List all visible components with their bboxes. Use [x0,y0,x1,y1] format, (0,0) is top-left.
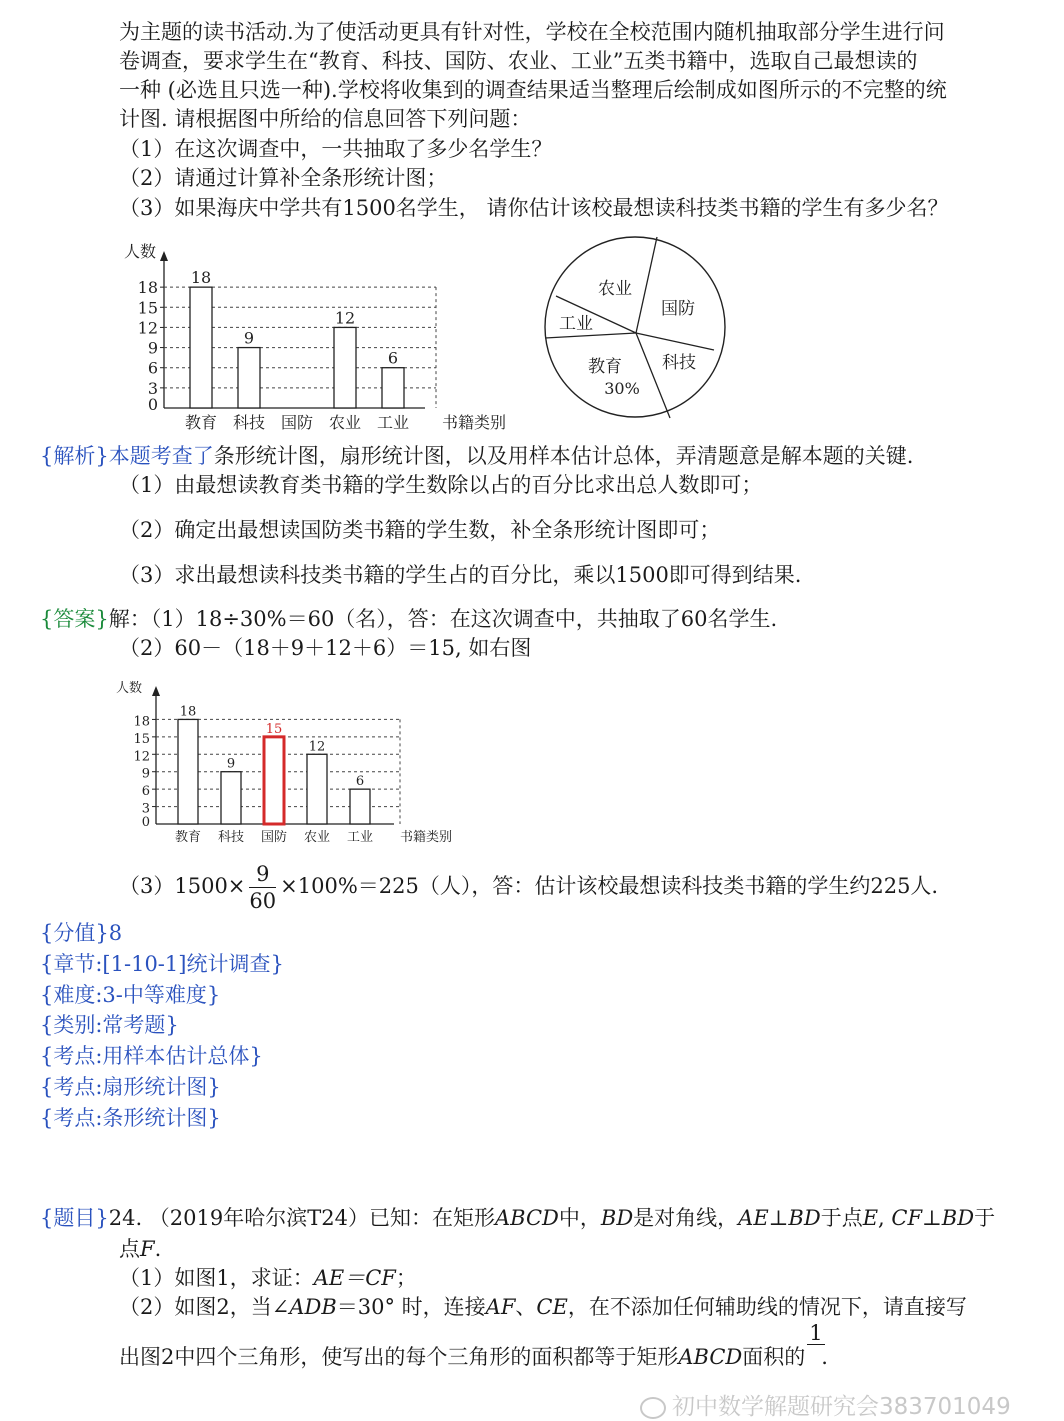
y-axis-label: 人数 [116,681,143,696]
intro-line-2: 卷调查，要求学生在“教育、科技、国防、农业、工业”五类书籍中，选取自己最想读的 [119,49,918,73]
y-tick-label: 15 [137,298,158,318]
pie-slice-label: 教育 [588,357,622,377]
bar [264,737,284,824]
q24-cf: CF [891,1206,923,1230]
q24-ae: AE [738,1206,769,1230]
y-tick-label: 6 [141,784,150,800]
q24-s2-e: 、 [515,1295,537,1319]
q24-s2-a: （2）如图2，当∠ [119,1295,290,1319]
q24-s2-c: ＝30° 时，连接 [336,1295,486,1319]
q24-fraction [805,1321,823,1364]
x-axis-label: 书籍类别 [442,413,507,432]
q24-perp-2: ⊥ [922,1206,942,1230]
bar-value-label: 12 [308,739,326,755]
bar [238,348,260,408]
analysis-step-3: （3）求出最想读科技类书籍的学生占的百分比，乘以1500即可得到结果. [119,563,802,587]
q24-sub-1 [119,1264,417,1292]
q24-s2-b: ADB [289,1295,337,1319]
pie-slice-label: 国防 [661,299,695,319]
q24-f: F [140,1237,155,1261]
y-axis-arrow [160,251,168,261]
bar [334,327,356,408]
analysis-line-1 [40,442,913,470]
intro-line-1: 为主题的读书活动.为了使活动更具有针对性，学校在全校范围内随机抽取部分学生进行问 [119,20,945,44]
bar-value-label: 6 [387,348,399,368]
q24-text-a: 24. （2019年哈尔滨T24）已知：在矩形 [108,1206,495,1230]
bar-chart-incomplete [100,220,530,440]
q24-text-b: 中， [558,1206,601,1230]
bar-value-label: 12 [334,308,356,328]
wechat-icon [640,1397,666,1419]
q24-line-1 [40,1204,995,1232]
q24-fraction-numerator: 1 [809,1321,823,1345]
x-tick-label: 农业 [328,413,362,432]
meta-score: {分值}8 [40,921,123,945]
meta-point-3: {考点:条形统计图} [40,1106,221,1130]
bar-value-label: 15 [265,721,283,737]
x-tick-label: 教育 [174,830,202,845]
watermark-text: 初中数学解题研究会383701049 [672,1394,1011,1420]
meta-point-2: {考点:扇形统计图} [40,1075,221,1099]
y-tick-label: 12 [137,318,158,338]
q24-text-g: . [154,1237,162,1261]
q24-s1-c: ； [395,1266,417,1290]
fraction-9-60 [249,861,276,914]
q24-s2-f: CE [536,1295,568,1319]
x-tick-label: 农业 [303,830,331,845]
fraction-denominator: 60 [249,889,277,913]
pie-slice-label: 工业 [559,314,593,334]
question-2: （2）请通过计算补全条形统计图； [119,166,448,190]
intro-line-3: 一种 (必选且只选一种).学校将收集到的调查结果适当整理后绘制成如图所示的不完整的统 [119,78,947,102]
bar-value-label: 9 [226,756,236,772]
q24-s2-g: ，在不添加任何辅助线的情况下，请直接写 [567,1295,967,1319]
y-tick-label: 9 [141,766,150,782]
bar [307,754,327,824]
q24-bd-2: BD [788,1206,821,1230]
answer-line-2: （2）60－（18＋9＋12＋6）＝15, 如右图 [119,636,532,660]
q24-text-d: 于点 [820,1206,863,1230]
pie-chart [540,232,730,422]
answer-tag: {答案} [40,607,109,631]
y-tick-label: 12 [133,749,150,765]
fraction-numerator: 9 [249,861,276,888]
answer-line-1 [40,605,777,633]
x-tick-label: 国防 [280,413,314,432]
analysis-tag: {解析} [40,444,109,468]
q24-line-2 [119,1235,161,1263]
x-axis-label: 书籍类别 [400,830,453,845]
watermark [640,1388,1011,1421]
q24-text-f: 点 [119,1237,140,1261]
y-tick-label: 6 [147,358,158,378]
bar [178,719,198,824]
q24-perp-1: ⊥ [768,1206,789,1230]
y-tick-label: 18 [137,278,158,298]
y-tick-label: 18 [133,714,150,730]
y-tick-label: 0 [147,395,158,414]
x-tick-label: 教育 [184,413,218,432]
q24-s3-c: 面积的 [742,1345,806,1369]
q24-tag: {题目} [40,1206,109,1230]
q24-s3-d: . [821,1345,828,1369]
q24-s1-a: （1）如图1，求证： [119,1266,314,1290]
y-axis-arrow [152,686,160,696]
q24-line-3 [119,1321,828,1371]
q24-s2-d: AF [485,1295,516,1319]
q24-text-e: 于 [974,1206,996,1230]
x-tick-label: 工业 [346,830,374,845]
meta-category: {类别:常考题} [40,1013,179,1037]
bar-value-label: 18 [179,704,197,720]
analysis-step-2: （2）确定出最想读国防类书籍的学生数，补全条形统计图即可； [119,518,721,542]
intro-line-4: 计图. 请根据图中所给的信息回答下列问题： [119,107,532,131]
x-tick-label: 工业 [376,413,410,432]
q24-bd-3: BD [941,1206,975,1230]
y-tick-label: 9 [147,338,158,358]
meta-difficulty: {难度:3-中等难度} [40,983,221,1007]
answer-line-3 [119,858,938,916]
q24-bd: BD [600,1206,634,1230]
question-3: （3）如果海庆中学共有1500名学生， 请你估计该校最想读科技类书籍的学生有多少名？ [119,196,949,220]
y-tick-label: 3 [147,378,158,398]
q24-e: E [862,1206,879,1230]
bar [221,772,241,824]
answer-calc-post: ×100%＝225（人），答：估计该校最想读科技类书籍的学生约225人. [280,874,939,898]
q24-s3-a: 出图2中四个三角形，使写出的每个三角形的面积都等于矩形 [119,1345,679,1369]
y-tick-label: 15 [133,731,150,747]
bar-value-label: 9 [243,328,255,348]
bar [350,789,370,824]
q24-comma: , [878,1206,892,1230]
pie-slice-label: 科技 [662,353,696,373]
y-tick-label: 0 [141,815,150,830]
x-tick-label: 科技 [217,830,245,845]
q24-abcd: ABCD [494,1206,559,1230]
q24-s1-b: AE＝CF [313,1266,396,1290]
x-tick-label: 国防 [260,830,288,845]
x-tick-label: 科技 [232,413,266,432]
pie-slice-label: 农业 [598,279,632,299]
answer-text-1: 解：（1）18÷30%＝60（名），答：在这次调查中，共抽取了60名学生. [108,607,778,631]
q24-sub-2 [119,1293,967,1321]
meta-point-1: {考点:用样本估计总体} [40,1044,263,1068]
bar-value-label: 18 [190,268,212,288]
bar-chart-complete [112,664,472,854]
pie-percent-label: 30% [604,379,640,398]
analysis-text: 条形统计图，扇形统计图，以及用样本估计总体，弄清题意是解本题的关键. [213,444,914,468]
meta-chapter: {章节:[1-10-1]统计调查} [40,952,284,976]
bar [190,287,212,408]
bar-value-label: 6 [355,774,365,790]
question-1: （1）在这次调查中，一共抽取了多少名学生？ [119,137,553,161]
y-axis-label: 人数 [124,242,157,261]
analysis-step-1: （1）由最想读教育类书籍的学生数除以占的百分比求出总人数即可； [119,473,763,497]
bar [382,368,404,408]
q24-text-c: 是对角线， [633,1206,739,1230]
q24-s3-b: ABCD [678,1345,743,1369]
analysis-lead: 本题考查了 [108,444,214,468]
answer-calc-pre: （3）1500× [119,874,246,898]
y-tick-label: 3 [141,801,150,817]
